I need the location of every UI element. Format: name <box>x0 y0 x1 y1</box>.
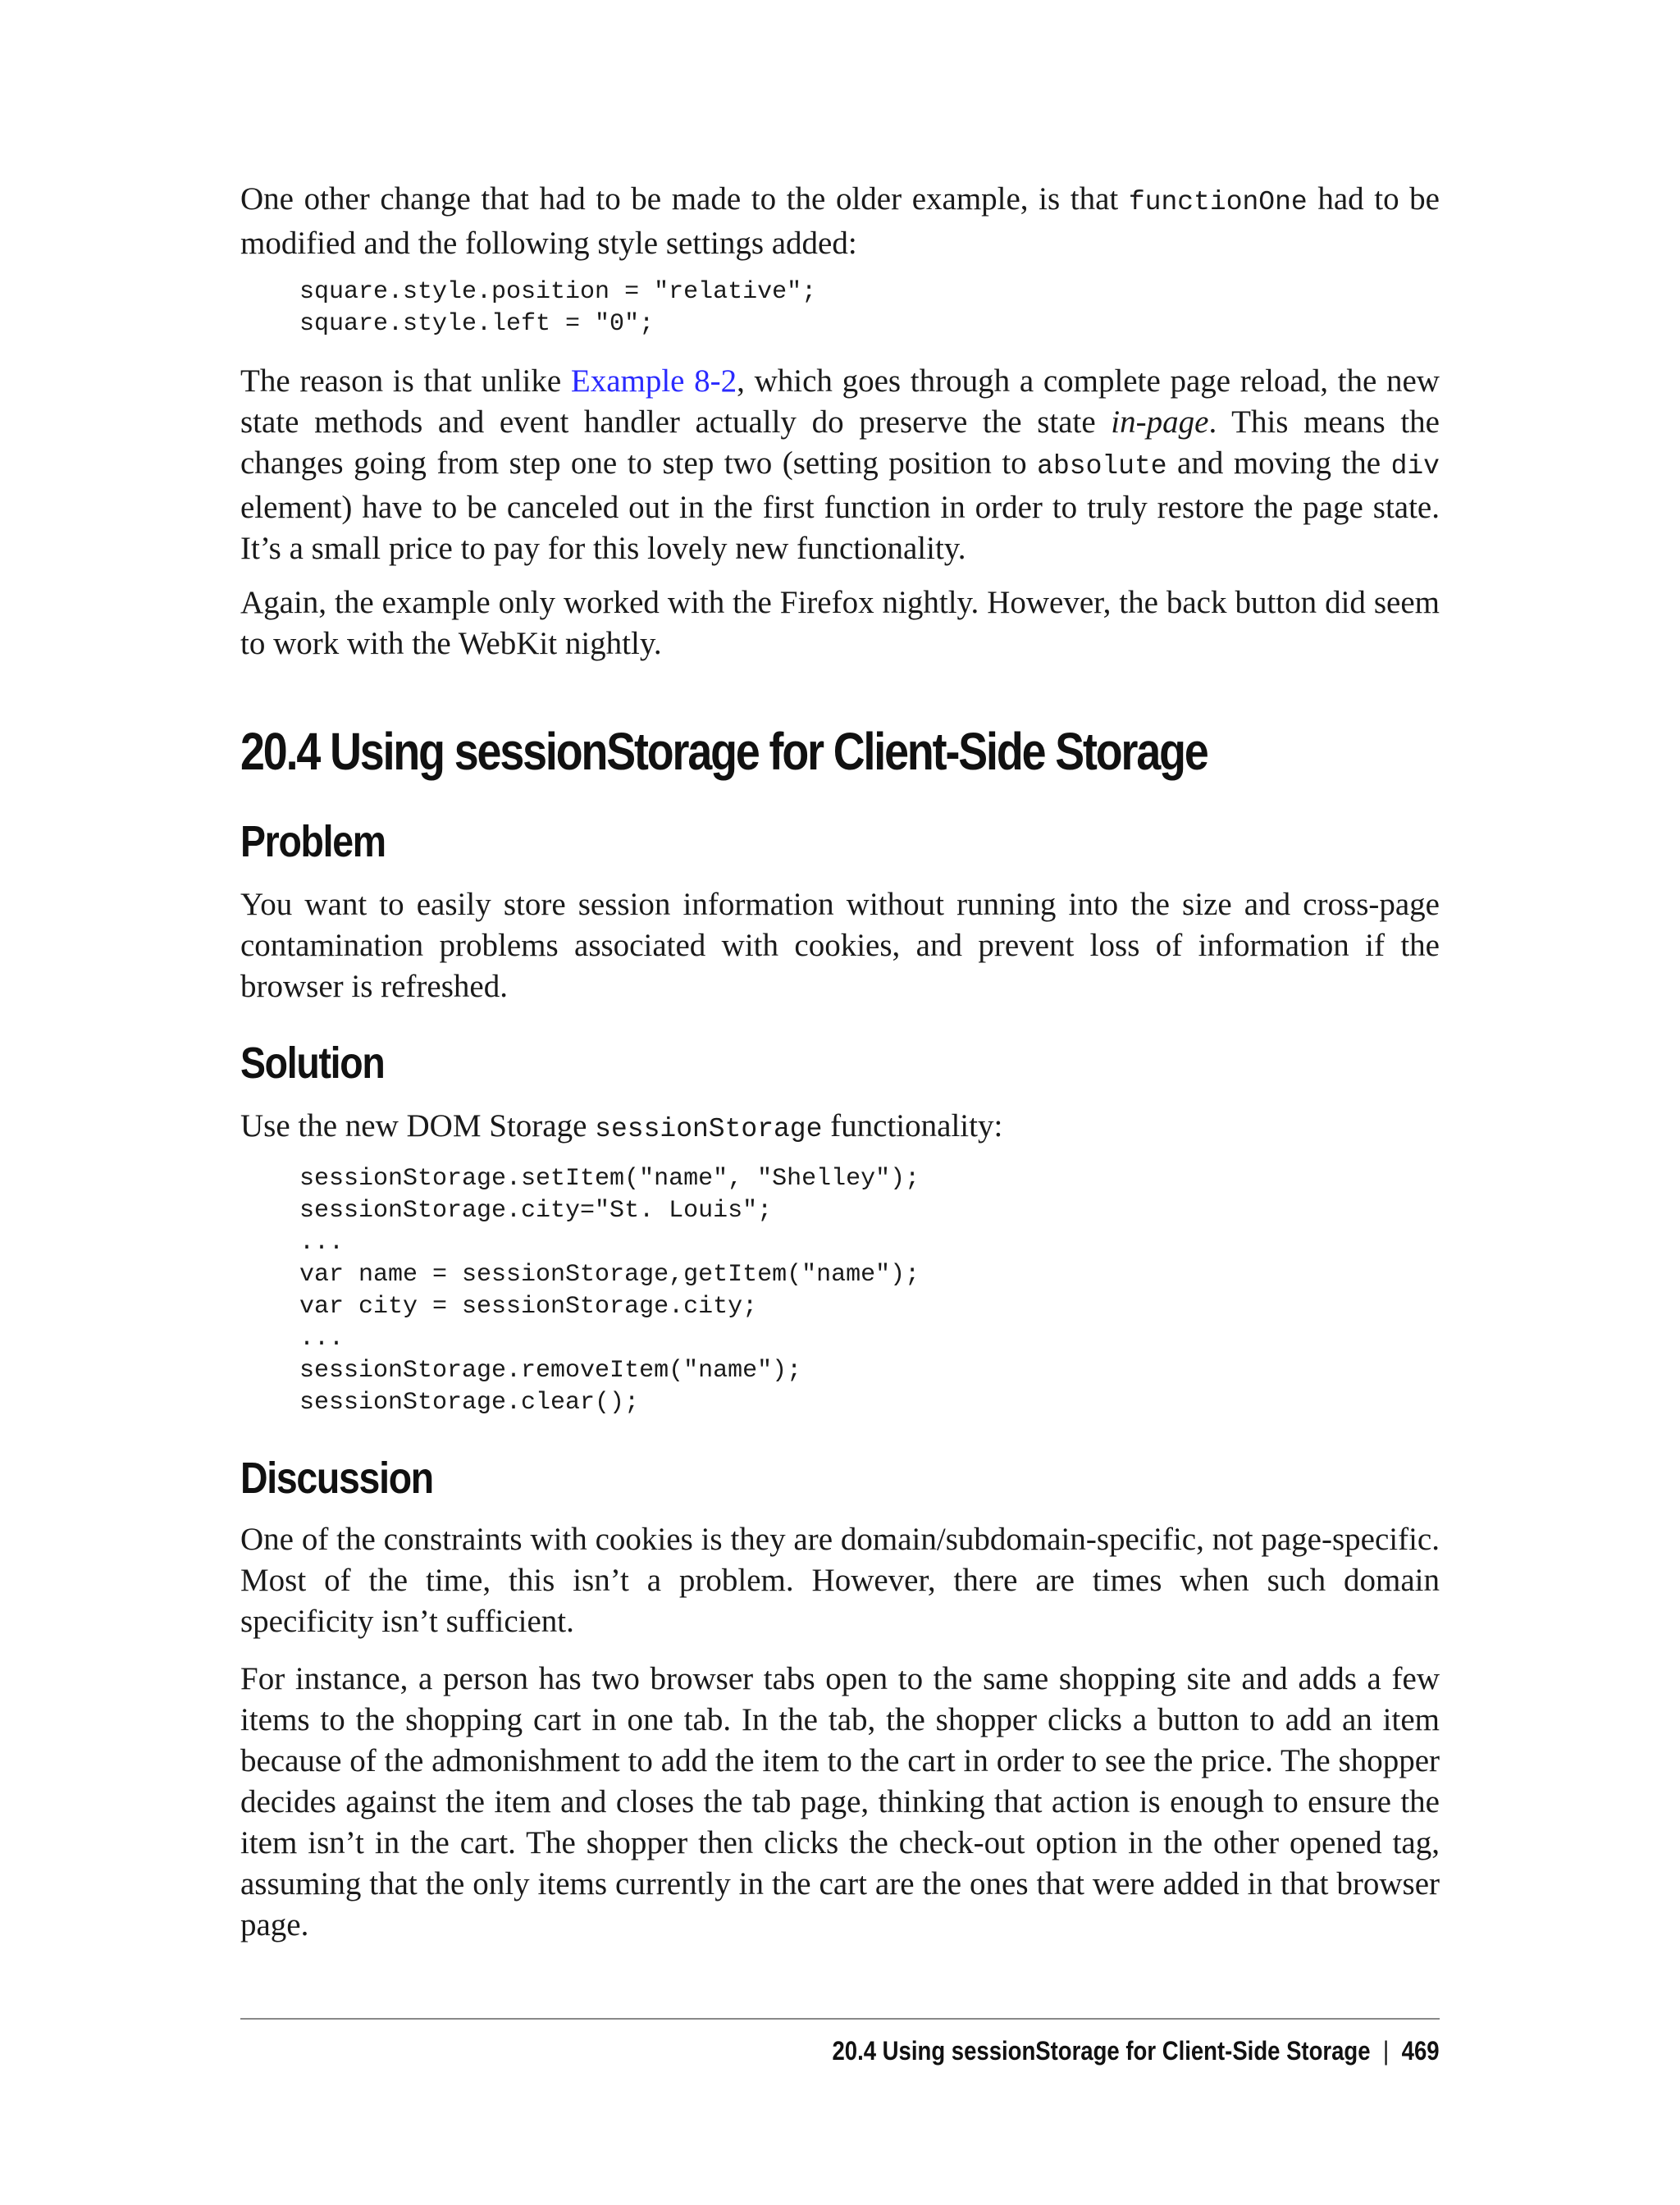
text-run: One other change that had to be made to the older example, is that <box>240 181 1129 217</box>
text-run: . This means the changes going from step one to step two (setting position to <box>240 404 1440 481</box>
running-head: 20.4 Using sessionStorage for Client-Side Storage <box>832 2036 1371 2066</box>
section-title: 20.4 Using sessionStorage for Client-Side Storage <box>240 722 1208 781</box>
text-run: The reason is that unlike <box>240 363 571 399</box>
example-link[interactable]: Example 8-2 <box>570 363 737 399</box>
paragraph-reason <box>240 361 1440 569</box>
text-run: and moving the <box>1166 445 1391 481</box>
book-page <box>240 0 1440 2205</box>
discussion-paragraph-2: For instance, a person has two browser tabs open to the same shopping site and adds a few items to the shopping cart in one tab. In the tab, the shopper clicks a button to add an item because of the admonishment to add the item to the cart in order to see the price. The shopper decides against the item and closes the tab page, thinking that action is enough to ensure the item isn’t in the cart. The shopper then clicks the check-out option in the other opened tag, assuming that the only items currently in the cart are the ones that were added in that browser page. <box>240 1661 1440 1942</box>
inline-code: sessionStorage <box>595 1114 823 1144</box>
inline-code: div <box>1390 451 1440 482</box>
inline-code: functionOne <box>1128 187 1308 217</box>
text-run: had to be modified and the following style settings added: <box>240 181 1440 261</box>
page-footer <box>833 2033 1440 2069</box>
footer-separator: | <box>1383 2036 1390 2066</box>
problem-heading: Problem <box>240 817 386 866</box>
inline-code: absolute <box>1037 451 1167 482</box>
text-run: element) have to be canceled out in the first function in order to truly restore the page state. It’s a small price to pay for this lovely new functionality. <box>240 490 1440 566</box>
paragraph-again: Again, the example only worked with the Firefox nightly. However, the back button did seem to work with the WebKit nightly. <box>240 585 1440 661</box>
problem-paragraph: You want to easily store session information without running into the size and cross-page contamination problems associated with cookies, and prevent loss of information if the browser is refreshed. <box>240 887 1440 1004</box>
page-number: 469 <box>1402 2036 1440 2066</box>
solution-heading: Solution <box>240 1039 385 1088</box>
discussion-heading: Discussion <box>240 1454 433 1503</box>
text-run: functionality: <box>822 1108 1003 1144</box>
paragraph-function-one <box>240 179 1440 264</box>
code-block-session-storage: sessionStorage.setItem("name", "Shelley"); sessionStorage.city="St. Louis"; ... var name = sessionStorage,getItem("name"); var city = sessionStorage.city; ... sessionStorage.removeItem("name"); sessionStorage.clear(); <box>299 1165 920 1417</box>
code-block-style-settings: square.style.position = "relative"; square.style.left = "0"; <box>299 278 817 338</box>
text-run: , which goes through a complete page reload, the new state methods and event handler actually do preserve the state <box>240 363 1440 440</box>
footer-rule <box>240 2018 1440 2020</box>
emphasis: in-page <box>1111 404 1209 440</box>
text-run: Use the new DOM Storage <box>240 1108 596 1144</box>
solution-paragraph <box>240 1106 1440 1150</box>
discussion-paragraph-1: One of the constraints with cookies is they are domain/subdomain-specific, not page-specific. Most of the time, this isn’t a problem. However, there are times when such domain specificity isn’t sufficient. <box>240 1522 1440 1639</box>
